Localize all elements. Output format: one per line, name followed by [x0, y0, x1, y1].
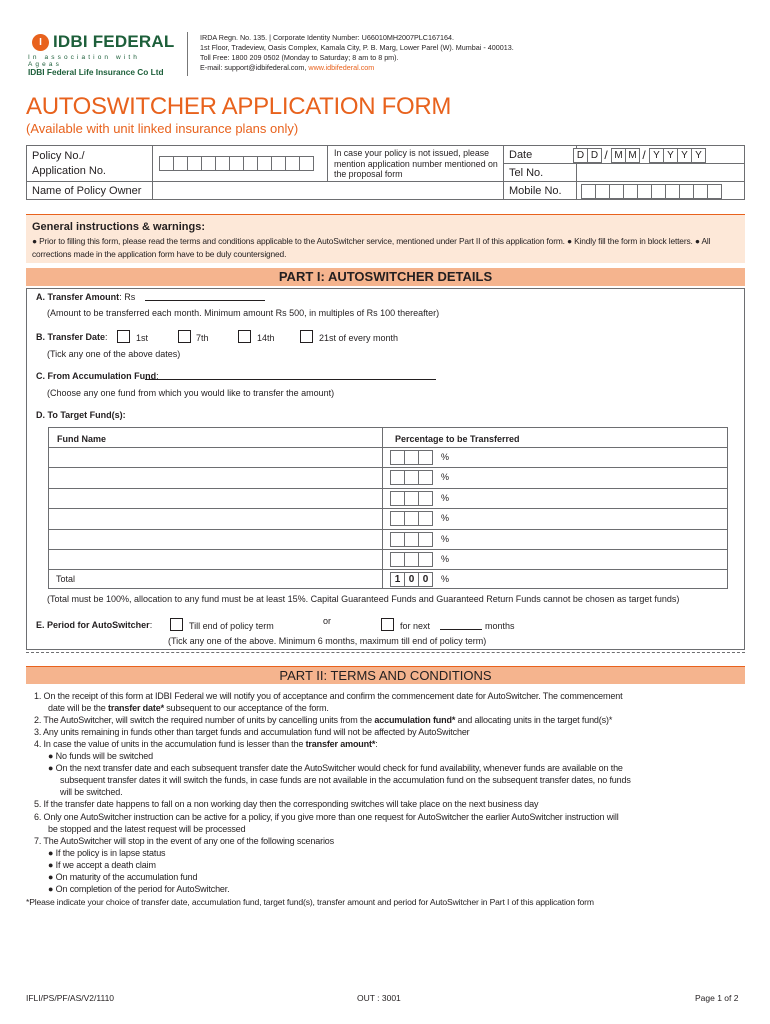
total-digit: 0	[418, 572, 433, 587]
term-1b	[48, 702, 329, 714]
logo-wordmark: IDBI FEDERAL	[53, 32, 175, 51]
policy-digit[interactable]	[271, 156, 286, 171]
mobile-digit[interactable]	[609, 184, 624, 199]
policy-digit[interactable]	[187, 156, 202, 171]
policy-digit[interactable]	[257, 156, 272, 171]
period-months-field[interactable]	[440, 629, 482, 630]
accumulation-fund-label	[36, 371, 159, 381]
company-name: IDBI Federal Life Insurance Co Ltd	[28, 67, 164, 77]
tel-label-cell	[503, 163, 577, 182]
period-label	[36, 620, 152, 630]
out-code: OUT : 3001	[357, 993, 401, 1003]
mobile-digit[interactable]	[623, 184, 638, 199]
term-6b: be stopped and the latest request will be processed	[48, 824, 246, 834]
policy-digit[interactable]	[243, 156, 258, 171]
email-text: E-mail: support@idbifederal.com,	[200, 63, 307, 72]
percent-sign: %	[441, 534, 450, 544]
policy-digit[interactable]	[201, 156, 216, 171]
total-label: Total	[56, 574, 76, 584]
form-title: AUTOSWITCHER APPLICATION FORM	[26, 93, 452, 120]
percent-sign: %	[441, 493, 450, 503]
fund-name-field[interactable]	[49, 468, 381, 486]
mobile-digit[interactable]	[581, 184, 596, 199]
date-21st-label: 21st of every month	[319, 333, 399, 343]
term-2-post: and allocating units in the target fund(s)*	[455, 715, 613, 725]
date-boxes[interactable]	[573, 148, 705, 163]
term-1b-post: subsequent to our acceptance of the form.	[163, 703, 329, 713]
part2-heading: PART II: TERMS AND CONDITIONS	[26, 666, 745, 684]
percentage-digit[interactable]	[404, 552, 419, 567]
term-3: 3. Any units remaining in funds other than target funds and accumulation fund will not be affected by AutoSwitcher	[34, 727, 470, 737]
policy-note: In case your policy is not issued, please mention application number mentioned on the proposal form	[334, 148, 498, 179]
date-14th-checkbox[interactable]	[238, 330, 251, 343]
period-till-end-checkbox[interactable]	[170, 618, 183, 631]
policy-digit[interactable]	[159, 156, 174, 171]
date-separator: /	[642, 148, 646, 162]
part1-heading: PART I: AUTOSWITCHER DETAILS	[26, 268, 745, 286]
website-link[interactable]: www.idbifederal.com	[308, 63, 375, 72]
term-4-bullet-2c: will be switched.	[60, 787, 123, 797]
term-7-bullet-3: ● On maturity of the accumulation fund	[48, 872, 198, 882]
period-till-end-label: Till end of policy term	[189, 621, 274, 631]
policy-label-2: Application No.	[32, 165, 106, 177]
percentage-digit[interactable]	[418, 532, 433, 547]
policy-label-1: Policy No./	[32, 150, 85, 162]
percentage-digit[interactable]	[418, 470, 433, 485]
mobile-digit[interactable]	[707, 184, 722, 199]
registration-line: IRDA Regn. No. 135. | Corporate Identity Number: U66010MH2007PLC167164.	[200, 33, 454, 42]
company-logo	[26, 30, 176, 78]
percent-sign: %	[441, 452, 450, 462]
transfer-date-colon: :	[105, 332, 108, 342]
general-instructions-text: ● Prior to filling this form, please read the terms and conditions applicable to the AutoSwitcher service, mentioned under Part II of this application form. ● Kindly fill the form in block letters. ● All corrections made in the application form have to be duly countersigned.	[32, 236, 711, 259]
percentage-header: Percentage to be Transferred	[395, 434, 520, 444]
percentage-digit[interactable]	[418, 491, 433, 506]
date-digit[interactable]: D	[587, 148, 602, 163]
fund-percentage-boxes[interactable]	[390, 470, 432, 485]
policy-number-cell	[152, 145, 328, 182]
form-subtitle: (Available with unit linked insurance plans only)	[26, 121, 299, 136]
percentage-digit[interactable]	[404, 470, 419, 485]
percentage-digit[interactable]	[404, 491, 419, 506]
fund-percentage-boxes[interactable]	[390, 450, 432, 465]
percent-sign: %	[441, 554, 450, 564]
date-7th-label: 7th	[196, 333, 209, 343]
accumulation-fund-field[interactable]	[145, 379, 436, 380]
month-digit[interactable]: M	[611, 148, 626, 163]
total-percentage-boxes	[390, 572, 432, 587]
period-note: (Tick any one of the above. Minimum 6 months, maximum till end of policy term)	[168, 636, 487, 646]
term-4-bullet-2b: subsequent transfer dates it will switch the funds, in case funds are not available in the accumulation fund on the subsequent transfer dates, no funds	[60, 775, 631, 785]
term-1b-bold: transfer date*	[108, 703, 164, 713]
page-number: Page 1 of 2	[695, 993, 739, 1003]
date-1st-checkbox[interactable]	[117, 330, 130, 343]
date-label-cell	[503, 145, 577, 164]
percent-sign: %	[441, 472, 450, 482]
transfer-amount-label	[36, 292, 135, 302]
transfer-date-note: (Tick any one of the above dates)	[47, 349, 181, 359]
period-next-label: for next	[400, 621, 431, 631]
fund-name-field[interactable]	[49, 550, 381, 568]
tel-field[interactable]	[576, 163, 745, 182]
term-1a: 1. On the receipt of this form at IDBI Federal we will notify you of acceptance and confirm the commencement date for AutoSwitcher. The commencement	[34, 691, 623, 701]
percentage-digit[interactable]	[390, 511, 405, 526]
logo-mark-icon: I	[32, 34, 49, 51]
date-7th-checkbox[interactable]	[178, 330, 191, 343]
mobile-digit[interactable]	[679, 184, 694, 199]
period-or: or	[323, 616, 332, 626]
term-6a: 6. Only one AutoSwitcher instruction can be active for a policy, if you give more than one request for AutoSwitcher the earlier AutoSwitcher instruction will	[34, 812, 619, 822]
term-1b-pre: date will be the	[48, 703, 108, 713]
period-next-checkbox[interactable]	[381, 618, 394, 631]
mobile-digit[interactable]	[637, 184, 652, 199]
date-1st-label: 1st	[136, 333, 149, 343]
date-field-cell	[576, 145, 745, 164]
mobile-digit[interactable]	[665, 184, 680, 199]
mobile-label: Mobile No.	[509, 185, 562, 197]
percentage-digit[interactable]	[390, 470, 405, 485]
percent-sign: %	[441, 574, 450, 584]
transfer-amount-note: (Amount to be transferred each month. Minimum amount Rs 500, in multiples of Rs 100 thereafter)	[47, 308, 440, 318]
email-line	[200, 63, 374, 72]
term-7-bullet-2: ● If we accept a death claim	[48, 860, 156, 870]
general-instructions-title: General instructions & warnings:	[32, 221, 205, 233]
percent-sign: %	[441, 513, 450, 523]
date-14th-label: 14th	[257, 333, 275, 343]
period-months-label: months	[485, 621, 515, 631]
term-7-bullet-4: ● On completion of the period for AutoSwitcher.	[48, 884, 230, 894]
mobile-field-cell	[576, 181, 745, 200]
percentage-digit[interactable]	[390, 450, 405, 465]
mobile-digit[interactable]	[693, 184, 708, 199]
term-4-post: :	[375, 739, 378, 749]
policy-digit[interactable]	[285, 156, 300, 171]
mobile-digit[interactable]	[595, 184, 610, 199]
term-7: 7. The AutoSwitcher will stop in the event of any one of the following scenarios	[34, 836, 335, 846]
month-digit[interactable]: M	[625, 148, 640, 163]
logo-association: In association with Ageas	[28, 54, 141, 68]
percentage-digit[interactable]	[418, 511, 433, 526]
owner-label-cell	[26, 181, 153, 200]
term-4-bold: transfer amount*	[305, 739, 376, 749]
fund-row-line	[48, 569, 728, 570]
owner-field[interactable]	[152, 181, 504, 200]
total-digit: 1	[390, 572, 405, 587]
policy-digit[interactable]	[299, 156, 314, 171]
year-digit[interactable]: Y	[663, 148, 678, 163]
period-colon: :	[149, 620, 153, 630]
mobile-boxes[interactable]	[581, 184, 721, 199]
percentage-digit[interactable]	[418, 552, 433, 567]
fund-percentage-boxes[interactable]	[390, 491, 432, 506]
term-2-bold: accumulation fund*	[374, 715, 456, 725]
percentage-digit[interactable]	[404, 532, 419, 547]
address-line: 1st Floor, Tradeview, Oasis Complex, Kamala City, P. B. Marg, Lower Parel (W). Mumbai - 400013.	[200, 43, 514, 52]
date-21st-checkbox[interactable]	[300, 330, 313, 343]
term-7-bullet-1: ● If the policy is in lapse status	[48, 848, 166, 858]
term-2	[34, 714, 612, 726]
policy-digit[interactable]	[173, 156, 188, 171]
fund-name-header: Fund Name	[57, 434, 107, 444]
accumulation-fund-title: C. From Accumulation Fund	[36, 371, 157, 381]
transfer-amount-rs: : Rs	[119, 292, 136, 302]
year-digit[interactable]: Y	[677, 148, 692, 163]
period-title: E. Period for AutoSwitcher	[36, 620, 150, 630]
term-4-bullet-1: ● No funds will be switched	[48, 751, 153, 761]
date-digit[interactable]: D	[573, 148, 588, 163]
percentage-digit[interactable]	[390, 532, 405, 547]
fund-percentage-boxes[interactable]	[390, 511, 432, 526]
form-code: IFLI/PS/PF/AS/V2/1110	[26, 993, 115, 1003]
fund-name-field[interactable]	[49, 489, 381, 507]
date-separator: /	[604, 148, 608, 162]
fund-name-field[interactable]	[49, 448, 381, 466]
policy-note-cell	[327, 145, 504, 182]
term-2-pre: 2. The AutoSwitcher, will switch the required number of units by cancelling units from the	[34, 715, 375, 725]
fund-name-field[interactable]	[49, 530, 381, 548]
year-digit[interactable]: Y	[649, 148, 664, 163]
percentage-digit[interactable]	[390, 491, 405, 506]
term-4	[34, 738, 378, 750]
percentage-digit[interactable]	[418, 450, 433, 465]
target-funds-label: D. To Target Fund(s):	[36, 410, 126, 420]
total-digit: 0	[404, 572, 419, 587]
percentage-digit[interactable]	[390, 552, 405, 567]
policy-number-boxes[interactable]	[159, 156, 313, 171]
fund-percentage-boxes[interactable]	[390, 532, 432, 547]
transfer-date-label	[36, 332, 108, 342]
transfer-amount-field[interactable]	[145, 300, 265, 301]
policy-label-cell	[26, 145, 153, 182]
term-5: 5. If the transfer date happens to fall on a non working day then the corresponding switches will take place on the next business day	[34, 799, 539, 809]
term-4-bullet-2a: ● On the next transfer date and each subsequent transfer date the AutoSwitcher would check for fund availability, whenever funds are available on the	[48, 763, 623, 773]
accumulation-fund-note: (Choose any one fund from which you would like to transfer the amount)	[47, 388, 335, 398]
section-separator	[26, 652, 745, 653]
transfer-date-title: B. Transfer Date	[36, 332, 106, 342]
terms-footnote: *Please indicate your choice of transfer date, accumulation fund, target fund(s), transfer amount and period for AutoSwitcher in Part I of this application form	[26, 897, 594, 907]
term-4-pre: 4. In case the value of units in the accumulation fund is lesser than the	[34, 739, 306, 749]
accumulation-fund-colon: :	[156, 371, 159, 381]
total-note: (Total must be 100%, allocation to any fund must be at least 15%. Capital Guaranteed Funds and Guaranteed Return Funds cannot be chosen as target funds)	[47, 594, 680, 604]
policy-digit[interactable]	[229, 156, 244, 171]
year-digit[interactable]: Y	[691, 148, 706, 163]
general-instructions-panel	[26, 214, 745, 263]
mobile-digit[interactable]	[651, 184, 666, 199]
date-label: Date	[509, 149, 533, 161]
policy-digit[interactable]	[215, 156, 230, 171]
percentage-digit[interactable]	[404, 511, 419, 526]
mobile-label-cell	[503, 181, 577, 200]
header-divider	[187, 32, 188, 76]
tel-label: Tel No.	[509, 167, 544, 179]
percentage-digit[interactable]	[404, 450, 419, 465]
tollfree-line: Toll Free: 1800 209 0502 (Monday to Saturday; 8 am to 8 pm).	[200, 53, 399, 62]
fund-percentage-boxes[interactable]	[390, 552, 432, 567]
owner-label: Name of Policy Owner	[32, 185, 142, 197]
transfer-amount-title: A. Transfer Amount	[36, 292, 120, 302]
fund-name-field[interactable]	[49, 509, 381, 527]
